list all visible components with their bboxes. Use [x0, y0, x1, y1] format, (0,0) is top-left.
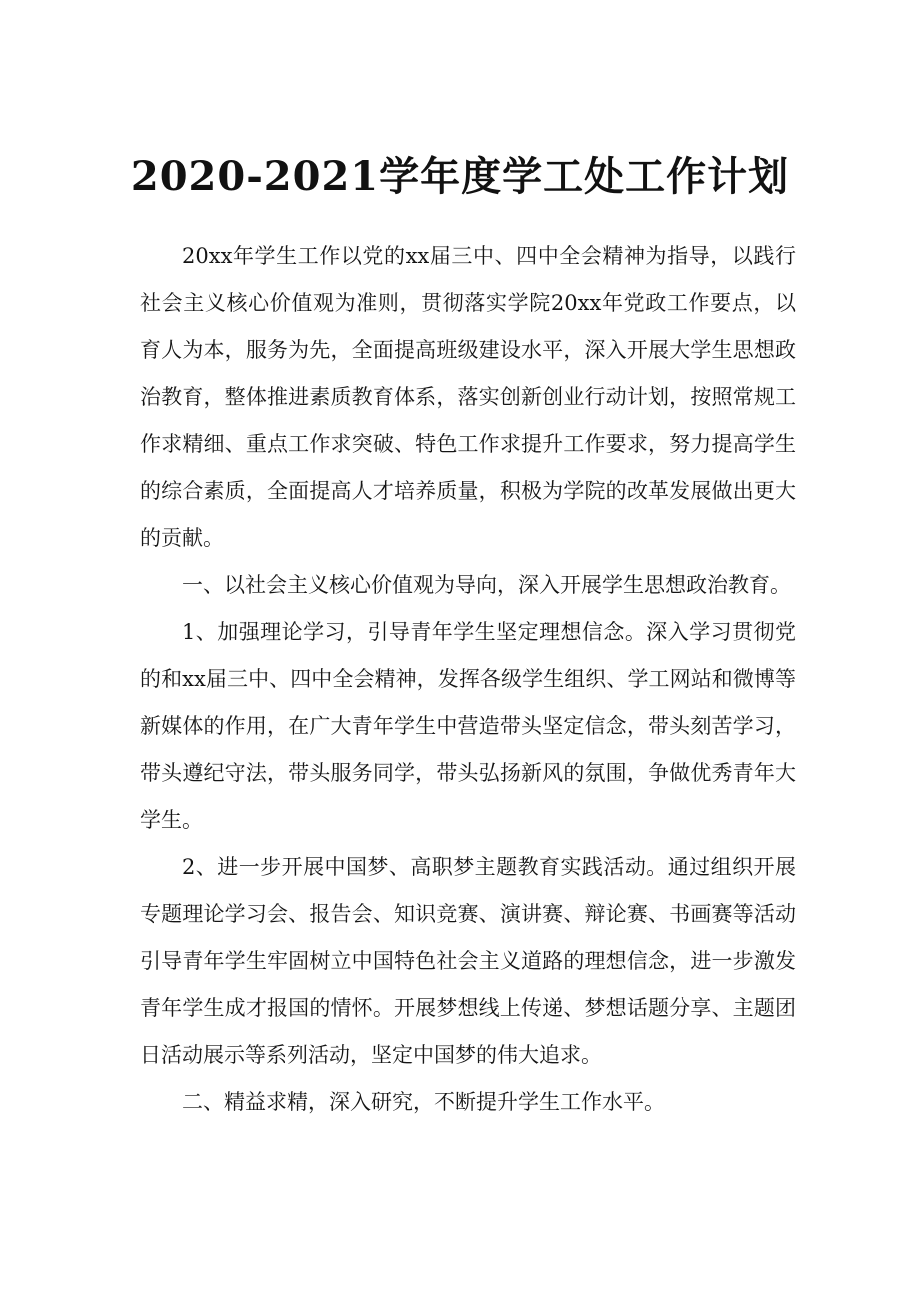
item-one-paragraph: 1、加强理论学习，引导青年学生坚定理想信念。深入学习贯彻党的和xx届三中、四中全会精神，发挥各级学生组织、学工网站和微博等新媒体的作用，在广大青年学生中营造带头坚定信念，带头刻苦学习，带头遵纪守法，带头服务同学，带头弘扬新风的氛围，争做优秀青年大学生。 — [140, 620, 796, 832]
item-two-paragraph: 2、进一步开展中国梦、高职梦主题教育实践活动。通过组织开展专题理论学习会、报告会、知识竞赛、演讲赛、辩论赛、书画赛等活动引导青年学生牢固树立中国特色社会主义道路的理想信念，进一步激发青年学生成才报国的情怀。开展梦想线上传递、梦想话题分享、主题团日活动展示等系列活动，坚定中国梦的伟大追求。 — [140, 855, 796, 1067]
page-title: 2020-2021学年度学工处工作计划 — [130, 152, 790, 200]
section-one-heading: 一、以社会主义核心价值观为导向，深入开展学生思想政治教育。 — [182, 573, 791, 597]
intro-paragraph: 20xx年学生工作以党的xx届三中、四中全会精神为指导，以践行社会主义核心价值观为准则，贯彻落实学院20xx年党政工作要点，以育人为本，服务为先，全面提高班级建设水平，深入开展大学生思想政治教育，整体推进素质教育体系，落实创新创业行动计划，按照常规工作求精细、重点工作求突破、特色工作求提升工作要求，努力提高学生的综合素质，全面提高人才培养质量，积极为学院的改革发展做出更大的贡献。 — [140, 244, 796, 550]
document-body — [140, 233, 796, 1126]
section-two-heading: 二、精益求精，深入研究，不断提升学生工作水平。 — [182, 1090, 665, 1114]
